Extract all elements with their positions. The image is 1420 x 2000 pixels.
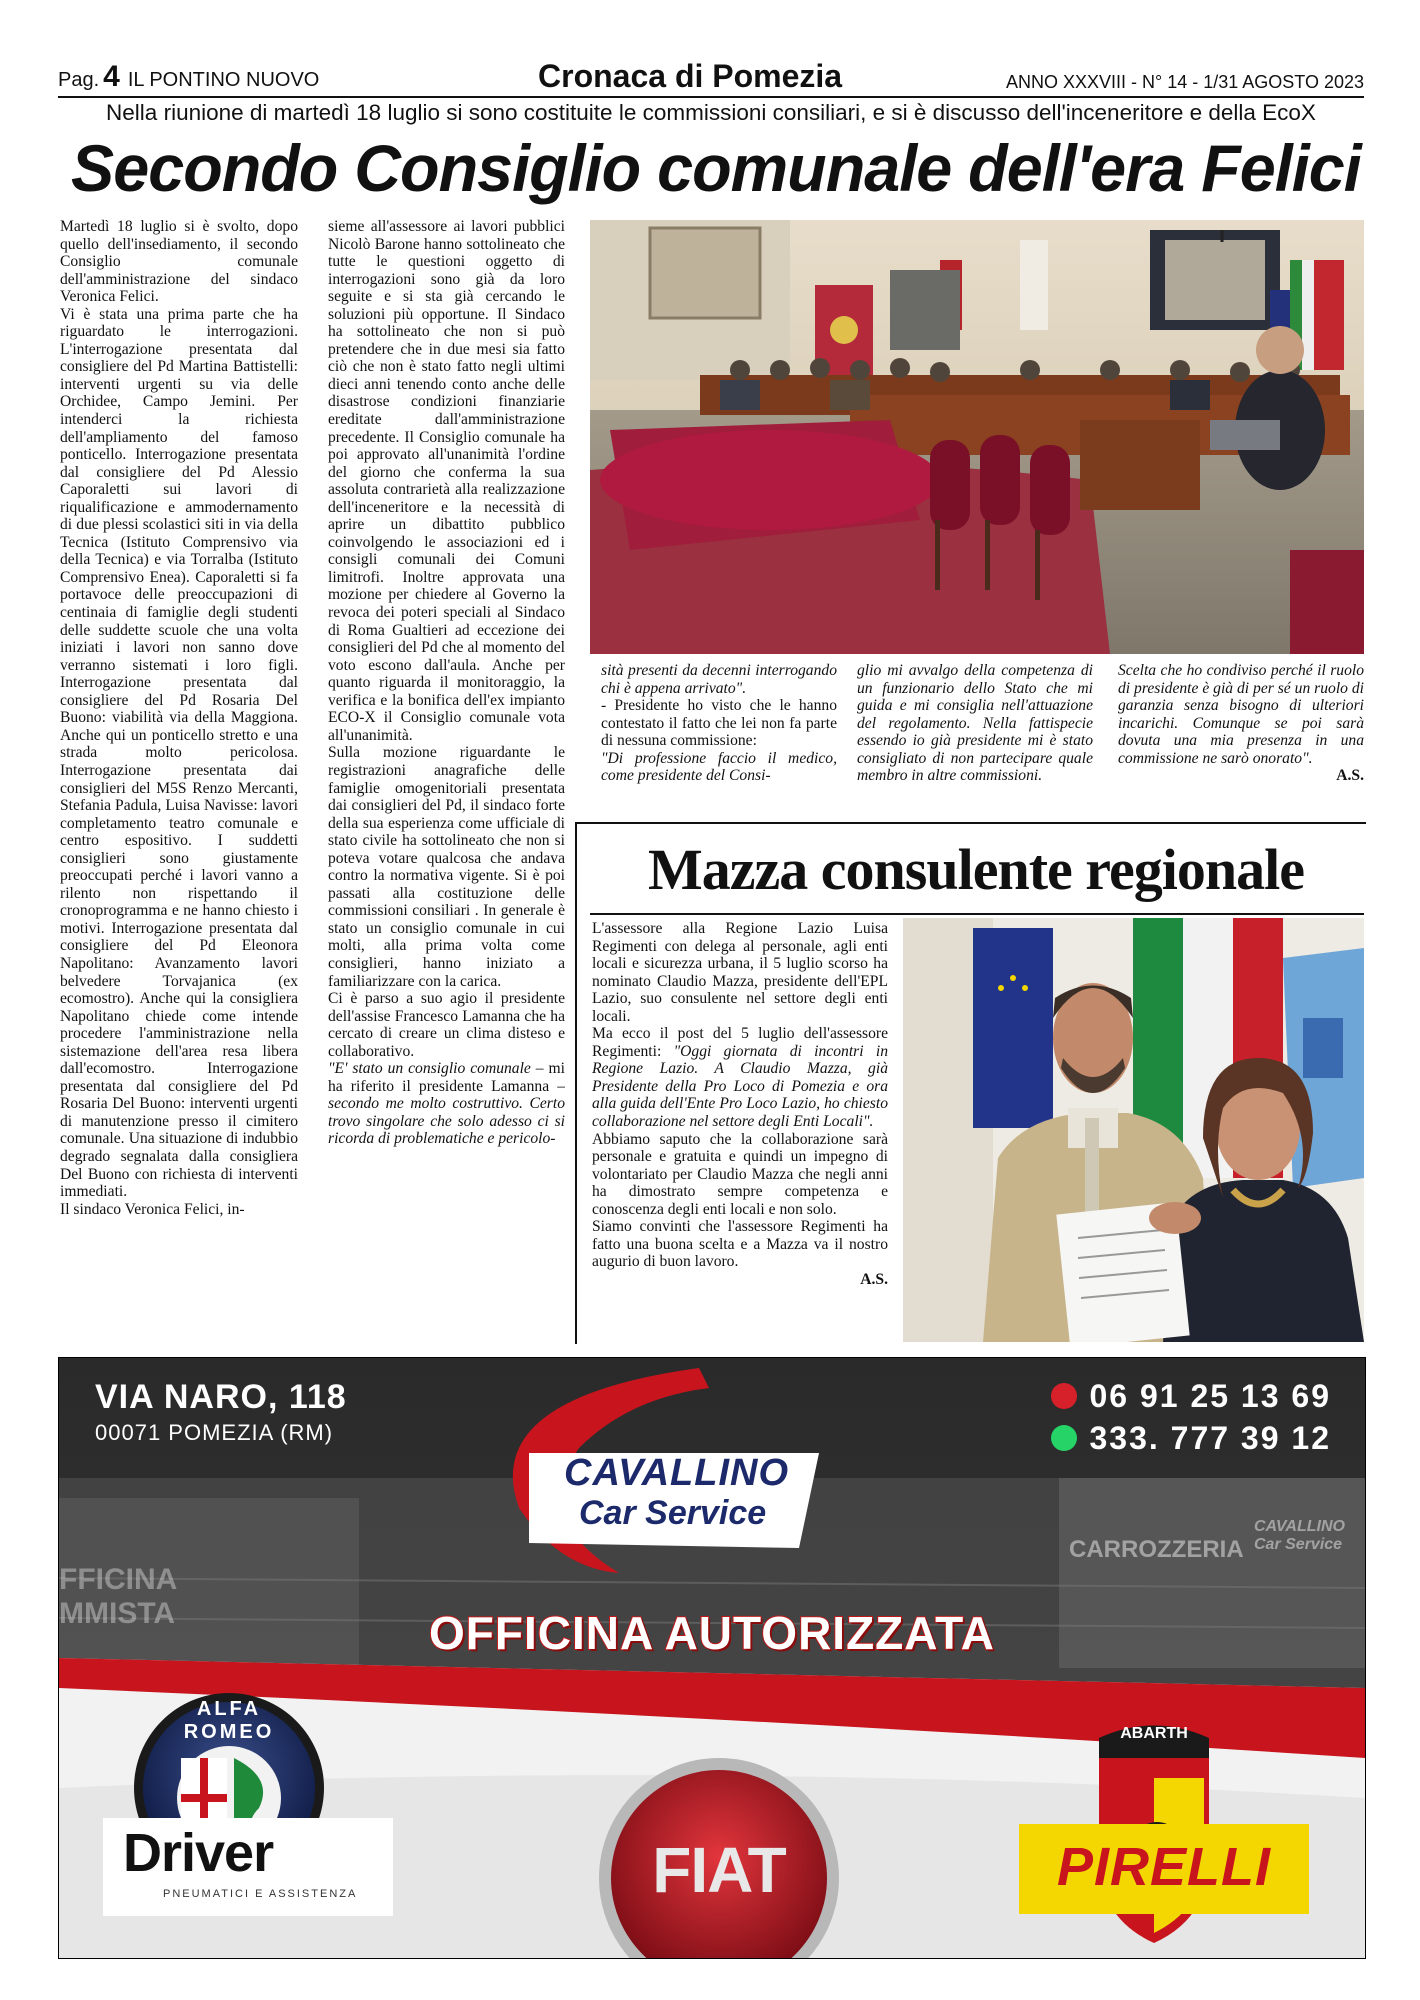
portrait-illustration [903,918,1364,1342]
page-number: 4 [103,60,120,93]
article-column-5 [1118,662,1364,812]
phone-icon [1051,1383,1077,1409]
section-title: Cronaca di Pomezia [538,58,843,94]
page-header [58,60,1364,98]
article-column-4 [857,662,1093,812]
article-signature: A.S. [1336,767,1364,785]
paragraph-lead: Ma ecco il post del 5 luglio dell'assessore Regimenti: [592,1025,888,1060]
article-2-headline: Mazza consulente regionale [648,837,1304,902]
article-kicker: Nella riunione di martedì 18 luglio si sono costituite le commissioni consiliari, e si è discusso dell'inceneritore e della EcoX [106,100,1316,125]
paragraph: Sulla mozione riguardante le registrazioni anagrafiche delle famiglie omogenitoriali presentata dai consiglieri del Pd, il sindaco forte della sua esperienza come ufficiale di stato civile ha sottolineato che non si poteva votare qualcosa che andava contro la normativa vigente. Si è poi passati alla costituzione delle commissioni consiliari . In generale è stato un consiglio comunale in cui molti, alla prima volta come consiglieri, hanno iniziato a familiarizzare con la carica. [328,744,565,990]
driver-logo [103,1818,393,1916]
background-sign-right [1254,1518,1345,1554]
ad-city: 00071 POMEZIA (RM) [95,1420,334,1445]
article-2-signature: A.S. [860,1270,888,1288]
background-sign-carrozzeria: CARROZZERIA [1069,1536,1244,1563]
article-column-2 [328,218,565,1348]
phone-number: 06 91 25 13 69 [1089,1378,1331,1414]
paragraph: Vi è stata una prima parte che ha riguardato le interrogazioni. L'interrogazione presentata dal consigliere del Pd Martina Battistelli: interventi urgenti su via delle Orchidee, Campo Jemini. Per intenderci la richiesta dell'ampliamento del famoso ponticello. Interrogazione presentata dal consigliere del Pd Alessio Caporaletti sui lavori di riqualificazione e ammodernamento di due plessi scolastici siti in via della Tecnica (Istituto Comprensivo via della Tecnica) e via Torralba (Istituto Comprensivo Enea). Caporaletti si fa portavoce delle preoccupazioni di centinaia di famiglie degli studenti delle suddette scuole che una volta iniziati i lavori non sanno dove verranno sistemati i loro figli. Interrogazione presentata dal consigliere del Pd Rosaria Del Buono: viabilità via della Maggiona. Anche qui un ponticello stretto e una strada molto pericolosa. Interrogazione presentata dai consiglieri del M5S Renzo Mercanti, Stefania Padula, Luisa Navisse: lavori completamento teatro comunale e centro espositivo. I suddetti consiglieri sono giustamente preoccupati perché i lavori vanno a rilento non rispettando il cronoprogramma e ne hanno chiesto i motivi. Interrogazione presentata dal consigliere del Pd Eleonora Napolitano: Avanzamento lavori belvedere Torvajanica (ex ecomostro). Anche qui la consigliera Napolitano chiede come intende procedere l'amministrazione nella sistemazione dell'area resa libera dall'ecomostro. Interrogazione presentata dal consigliere del Pd Rosaria Del Buono: interventi urgenti di manutenzione presso il cimitero comunale. Una situazione di indubbio degrado segnalata dalla consigliera Del Buono con richiesta di interventi immediati. [60,305,298,1201]
council-meeting-photo [590,220,1364,654]
driver-tagline: PNEUMATICI E ASSISTENZA [163,1888,358,1900]
background-sign-line: CAVALLINO [1254,1518,1345,1535]
quote-attribution: – mi ha riferito il presidente Lamanna – [328,1060,565,1095]
mazza-regimenti-photo [903,918,1364,1342]
ad-phone-whatsapp[interactable] [1051,1420,1331,1457]
paragraph-quote: "Oggi giornata di incontri in Regione Lazio. A Claudio Mazza, già Presidente della Pro Loco di Pomezia e ora alla guida dell'Ente Pro Loco Lazio, ho chiesto collaborazione nel settore degli Enti Locali". [592,1042,888,1131]
paragraph: sieme all'assessore ai lavori pubblici Nicolò Barone hanno sottolineato che tutte le questioni oggetto di interrogazioni sono già da loro seguite e si sta già cercando le soluzioni più opportune. Il Sindaco ha sottolineato che non si può pretendere che in due mesi sia fatto ciò che non è stato fatto negli ultimi dieci anni tenendo conto anche delle disastrose condizioni finanziarie ereditate dall'amministrazione precedente. Il Consiglio comunale ha poi approvato all'unanimità l'ordine del giorno che conferma la sua assoluta contrarietà alla realizzazione dell'inceneritore e la necessità di aprire un dibattito pubblico coinvolgendo le associazioni ed i consigli comunali dei Comuni limitrofi. Inoltre approvata una mozione per chiedere al Governo la revoca dei poteri speciali al Sindaco di Roma Gualtieri ad eccezione dei consiglieri del Pd che al momento del voto escono dall'aula. Anche per quanto riguarda il monitoraggio, la verifica e la bonifica dell'ex impianto ECO-X il Consiglio comunale vota all'unanimità. [328,218,565,744]
paragraph: Siamo convinti che l'assessore Regimenti ha fatto una buona scelta e a Mazza va il nostro augurio di buon lavoro. [592,1218,888,1271]
background-sign-line: FFICINA [59,1563,178,1596]
divider [590,913,1364,915]
cavallino-logo-line1: CAVALLINO [564,1452,790,1494]
article-column-1 [60,218,298,1348]
ad-phone-landline[interactable] [1051,1378,1331,1415]
pirelli-wordmark: PIRELLI [1056,1837,1271,1897]
whatsapp-icon [1051,1425,1077,1451]
paragraph: "Di professione faccio il medico, come presidente del Consi- [601,749,837,785]
pirelli-logo [1019,1824,1309,1914]
paragraph: - Presidente ho visto che le hanno contestato il fatto che lei non fa parte di nessuna commissione: [601,697,837,750]
cavallino-logo-line2: Car Service [579,1494,767,1532]
paragraph-quote [328,1060,565,1148]
driver-wordmark: Driver [123,1823,274,1883]
ad-address: VIA NARO, 118 [95,1378,347,1416]
alfa-romeo-logo: ALFA ROMEO [183,1698,275,1743]
newspaper-name: IL PONTINO NUOVO [127,69,320,91]
article-column-3 [601,662,837,812]
abarth-logo: ABARTH [1120,1725,1188,1742]
paragraph: Scelta che ho condiviso perché il ruolo di presidente è già di per sé un ruolo di garanzia senza bisogno di ulteriori incarichi. Comunque se poi sarà dovuta una mia presenza in una commissione ne sarò onorato". [1118,662,1364,767]
paragraph [592,1025,888,1130]
car-service-advertisement [58,1357,1366,1959]
background-sign-line: Car Service [1254,1536,1343,1553]
paragraph: sità presenti da decenni interrogando chi è appena arrivato". [601,662,837,697]
page-label: Pag. [58,69,100,91]
paragraph: glio mi avvalgo della competenza di un funzionario dello Stato che mi guida e mi consiglia nell'attuazione del regolamento. Nella fattispecie essendo io già presidente mi è stato consigliato di non partecipare quale membro in altre commissioni. [857,662,1093,785]
background-sign-line: MMISTA [59,1597,176,1630]
fiat-logo: FIAT [652,1834,786,1906]
council-meeting-illustration [590,220,1364,654]
paragraph: Martedì 18 luglio si è svolto, dopo quello dell'insediamento, il secondo Consiglio comunale dell'amministrazione del sindaco Veronica Felici. [60,218,298,306]
ad-banner: OFFICINA AUTORIZZATA [429,1607,995,1659]
issue-info: ANNO XXXVIII - N° 14 - 1/31 AGOSTO 2023 [1005,72,1364,92]
phone-number: 333. 777 39 12 [1089,1420,1331,1456]
paragraph: L'assessore alla Regione Lazio Luisa Regimenti con delega al personale, agli enti locali e sicurezza urbana, il 5 luglio scorso ha nominato Claudio Mazza, presidente dell'EPL Lazio, suo consulente nel settore degli enti locali. [592,920,888,1025]
article-headline: Secondo Consiglio comunale dell'era Felici [71,131,1361,205]
paragraph: Ci è parso a suo agio il presidente dell'assise Francesco Lamanna che ha cercato di creare un clima disteso e collaborativo. [328,990,565,1060]
article-2-text [592,920,888,1342]
header-left [58,60,319,94]
quote-open: "E' stato un consiglio comunale [328,1060,531,1078]
paragraph: Il sindaco Veronica Felici, in- [60,1200,245,1218]
quote-rest: secondo me molto costruttivo. Certo trovo singolare che solo adesso ci si ricorda di problematiche e pericolo- [328,1095,565,1148]
paragraph: Abbiamo saputo che la collaborazione sarà personale e gratuita e quindi un impegno di volontariato per Claudio Mazza che negli anni ha dimostrato sempre competenza e conoscenza degli enti locali e non solo. [592,1130,888,1218]
